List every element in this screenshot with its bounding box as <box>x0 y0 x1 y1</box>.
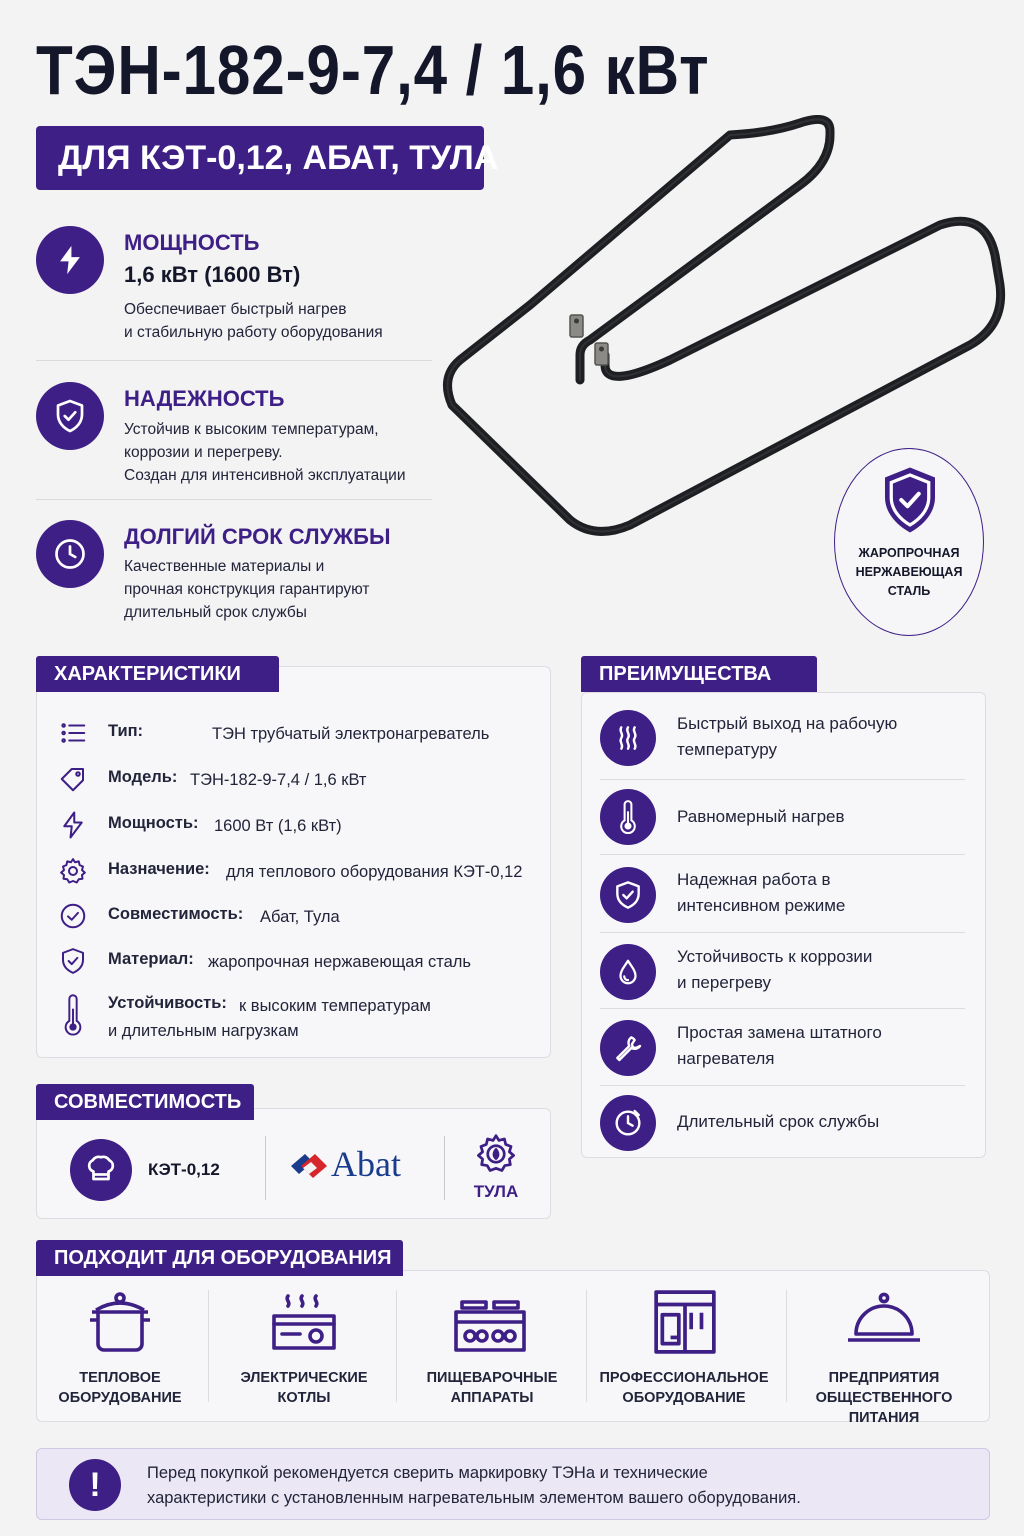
equipment-title: ПОДХОДИТ ДЛЯ ОБОРУДОВАНИЯ <box>36 1240 403 1276</box>
char-value: жаропрочная нержавеющая сталь <box>208 953 472 971</box>
feature-longevity <box>36 520 432 630</box>
feature-desc: Качественные материалы и прочная конструкция гарантируют длительный срок службы <box>124 558 370 621</box>
shield-check-icon <box>879 465 941 535</box>
advantage-text: Надежная работа в интенсивном режиме <box>677 870 846 915</box>
char-label: Совместимость: <box>108 905 244 923</box>
chef-hat-icon <box>70 1139 132 1201</box>
abat-logo-mark <box>287 1148 331 1184</box>
equipment-label: ТЕПЛОВОЕ ОБОРУДОВАНИЕ <box>58 1370 182 1406</box>
stove-icon <box>452 1290 528 1356</box>
divider <box>444 1136 445 1200</box>
char-label: Модель: <box>108 768 178 786</box>
shield-check-icon <box>58 946 88 976</box>
compatibility-title: СОВМЕСТИМОСТЬ <box>36 1084 254 1120</box>
shield-check-icon <box>36 382 104 450</box>
feature-title: НАДЕЖНОСТЬ <box>124 386 285 411</box>
tula-logo-text: ТУЛА <box>473 1182 519 1201</box>
feature-desc: Обеспечивает быстрый нагрев и стабильную работу оборудования <box>124 301 383 341</box>
equipment-label: ЭЛЕКТРИЧЕСКИЕ КОТЛЫ <box>240 1370 368 1406</box>
clock-icon <box>36 520 104 588</box>
page-subtitle: ДЛЯ КЭТ-0,12, АБАТ, ТУЛА <box>36 126 484 190</box>
compat-model: КЭТ-0,12 <box>148 1160 220 1179</box>
feature-power <box>36 226 432 356</box>
advantage-item <box>600 936 965 1012</box>
divider <box>786 1290 787 1402</box>
char-label: Мощность: <box>108 814 199 832</box>
advantage-text: Быстрый выход на рабочую температуру <box>677 714 898 759</box>
exclamation-icon: ! <box>69 1459 121 1511</box>
check-circle-icon <box>58 901 88 931</box>
clock-icon <box>600 1095 656 1151</box>
cloche-icon <box>844 1290 924 1350</box>
divider <box>586 1290 587 1402</box>
lightning-icon <box>36 226 104 294</box>
char-label: Назначение: <box>108 860 210 878</box>
abat-logo <box>287 1140 427 1188</box>
gear-icon <box>58 856 88 886</box>
divider <box>600 1085 965 1086</box>
feature-desc: Устойчив к высоким температурам, коррозии и перегреву. Создан для интенсивной эксплуатации <box>124 421 406 484</box>
divider <box>600 854 965 855</box>
char-label: Тип: <box>108 722 144 740</box>
advantage-item <box>600 1012 965 1088</box>
char-value: для теплового оборудования КЭТ-0,12 <box>226 863 523 881</box>
tula-gear-icon <box>472 1132 520 1176</box>
cabinet-icon <box>652 1288 718 1356</box>
char-value: ТЭН трубчатый электронагреватель <box>212 725 490 743</box>
divider <box>600 1008 965 1009</box>
badge-text: ЖАРОПРОЧНАЯ НЕРЖАВЕЮЩАЯ СТАЛЬ <box>855 546 963 598</box>
feature-title: МОЩНОСТЬ <box>124 230 260 255</box>
wrench-icon <box>600 1020 656 1076</box>
advantage-text: Простая замена штатного нагревателя <box>677 1023 882 1068</box>
equipment-label: ПИЩЕВАРОЧНЫЕ АППАРАТЫ <box>426 1370 558 1406</box>
char-row-resistance <box>58 994 538 1044</box>
divider <box>36 360 432 361</box>
char-label: Материал: <box>108 950 194 968</box>
advantages-title: ПРЕИМУЩЕСТВА <box>581 656 817 692</box>
advantage-item <box>600 859 965 935</box>
divider <box>265 1136 266 1200</box>
char-row-purpose <box>58 860 538 886</box>
advantage-text: Длительный срок службы <box>677 1112 880 1131</box>
shield-check-icon <box>600 867 656 923</box>
tag-icon <box>58 764 88 794</box>
advantage-text: Устойчивость к коррозии и перегреву <box>677 947 873 992</box>
char-row-compat <box>58 905 538 931</box>
note-text: Перед покупкой рекомендуется сверить маркировку ТЭНа и технические характеристики с установленным нагревательным элементом вашего оборудования. <box>147 1464 801 1507</box>
purchase-note <box>36 1448 990 1520</box>
char-row-type <box>58 722 538 748</box>
char-value: ТЭН-182-9-7,4 / 1,6 кВт <box>190 771 367 789</box>
divider <box>36 499 432 500</box>
thermometer-icon <box>58 994 88 1038</box>
char-value: 1600 Вт (1,6 кВт) <box>214 817 342 835</box>
divider <box>600 779 965 780</box>
drop-icon <box>600 944 656 1000</box>
divider <box>600 932 965 933</box>
abat-logo-text: Abat <box>331 1144 401 1184</box>
char-row-model <box>58 768 538 794</box>
char-row-power <box>58 814 538 840</box>
char-value: к высоким температурам и длительным нагрузкам <box>108 997 431 1040</box>
char-value: Абат, Тула <box>260 908 340 926</box>
pot-icon <box>84 1290 156 1356</box>
advantage-item <box>600 1087 965 1163</box>
feature-reliability <box>36 382 432 492</box>
page-title: ТЭН-182-9-7,4 / 1,6 кВт <box>36 31 710 109</box>
characteristics-title: ХАРАКТЕРИСТИКИ <box>36 656 279 692</box>
advantage-item <box>600 702 965 778</box>
list-icon <box>58 718 88 748</box>
divider <box>396 1290 397 1402</box>
feature-value: 1,6 кВт (1600 Вт) <box>124 262 301 287</box>
lightning-icon <box>58 810 88 840</box>
char-row-material <box>58 950 538 976</box>
advantage-text: Равномерный нагрев <box>677 807 845 826</box>
feature-title: ДОЛГИЙ СРОК СЛУЖБЫ <box>124 524 391 549</box>
advantage-item <box>600 781 965 857</box>
steel-badge <box>834 448 984 636</box>
equipment-label: ПРЕДПРИЯТИЯ ОБЩЕСТВЕННОГО ПИТАНИЯ <box>815 1370 953 1426</box>
thermometer-icon <box>600 789 656 845</box>
equipment-label: ПРОФЕССИОНАЛЬНОЕ ОБОРУДОВАНИЕ <box>599 1370 769 1406</box>
divider <box>208 1290 209 1402</box>
char-label: Устойчивость: <box>108 994 227 1012</box>
kettle-boiler-icon <box>268 1290 340 1356</box>
heat-waves-icon <box>600 710 656 766</box>
